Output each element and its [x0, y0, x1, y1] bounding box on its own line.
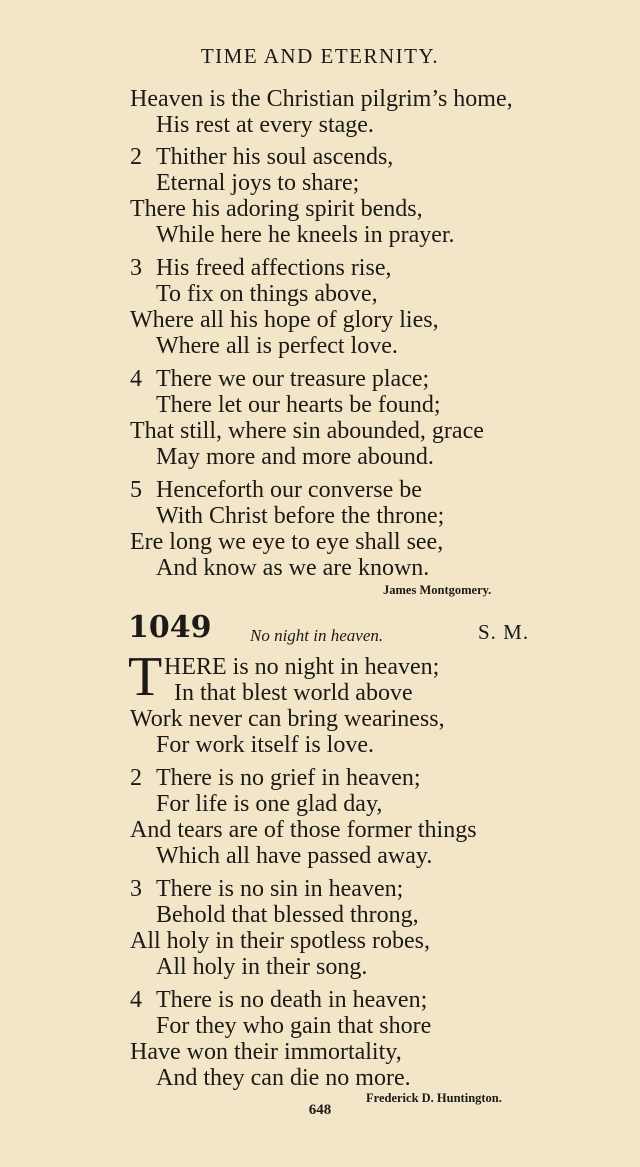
- stanza-first-line: [130, 876, 403, 902]
- verse-line: Eternal joys to share;: [156, 170, 360, 196]
- verse-line: All holy in their spotless robes,: [130, 928, 430, 954]
- stanza-first-line: [130, 987, 427, 1013]
- verse-line: Where all his hope of glory lies,: [130, 307, 439, 333]
- stanza-number: 3: [130, 255, 142, 281]
- verse-line: Work never can bring weariness,: [130, 706, 445, 732]
- verse-line: For work itself is love.: [156, 732, 374, 758]
- verse-line: For life is one glad day,: [156, 791, 383, 817]
- verse-line: And they can die no more.: [156, 1065, 411, 1091]
- stanza-first-line: [130, 144, 393, 170]
- stanza-first-line: [130, 366, 429, 392]
- hymn-title: No night in heaven.: [250, 626, 384, 645]
- verse-line: That still, where sin abounded, grace: [130, 418, 484, 444]
- verse-line: To fix on things above,: [156, 281, 378, 307]
- verse-line: In that blest world above: [174, 680, 413, 706]
- running-head: TIME AND ETERNITY.: [200, 44, 440, 68]
- verse-line: With Christ before the throne;: [156, 503, 445, 529]
- hymn-number: 1049: [128, 610, 212, 645]
- verse-line: And know as we are known.: [156, 555, 430, 581]
- verse-line: There let our hearts be found;: [156, 392, 441, 418]
- stanza-first-line: [130, 477, 422, 503]
- drop-cap: T: [128, 646, 163, 708]
- stanza-number: 4: [130, 366, 142, 392]
- author-attribution: Frederick D. Huntington.: [366, 1091, 502, 1105]
- verse-line: Which all have passed away.: [156, 843, 433, 869]
- verse-line: Heaven is the Christian pilgrim’s home,: [130, 86, 513, 112]
- verse-line: There his adoring spirit bends,: [130, 196, 423, 222]
- page-number: 648: [308, 1102, 332, 1118]
- verse-line: Where all is perfect love.: [156, 333, 398, 359]
- stanza-number: 2: [130, 765, 142, 791]
- stanza-number: 5: [130, 477, 142, 503]
- verse-text: His freed affections rise,: [156, 255, 392, 281]
- verse-line: Ere long we eye to eye shall see,: [130, 529, 444, 555]
- stanza-number: 4: [130, 987, 142, 1013]
- verse-line: Behold that blessed throng,: [156, 902, 419, 928]
- author-attribution: James Montgomery.: [383, 583, 492, 597]
- verse-text: There is no sin in heaven;: [156, 876, 404, 902]
- hymn-meter: S. M.: [478, 620, 530, 644]
- stanza-number: 3: [130, 876, 142, 902]
- verse-line: For they who gain that shore: [156, 1013, 432, 1039]
- verse-text: Thither his soul ascends,: [156, 144, 394, 170]
- verse-text: Henceforth our converse be: [156, 477, 422, 503]
- verse-line: His rest at every stage.: [156, 112, 374, 138]
- verse-line: All holy in their song.: [156, 954, 368, 980]
- verse-line: HERE is no night in heaven;: [164, 654, 440, 680]
- stanza-number: 2: [130, 144, 142, 170]
- verse-line: May more and more abound.: [156, 444, 434, 470]
- verse-text: There is no grief in heaven;: [156, 765, 421, 791]
- verse-text: There is no death in heaven;: [156, 987, 428, 1013]
- verse-line: Have won their immortality,: [130, 1039, 402, 1065]
- verse-text: There we our treasure place;: [156, 366, 430, 392]
- verse-line: While here he kneels in prayer.: [156, 222, 455, 248]
- stanza-first-line: [130, 765, 421, 791]
- verse-line: And tears are of those former things: [130, 817, 477, 843]
- stanza-first-line: [130, 255, 391, 281]
